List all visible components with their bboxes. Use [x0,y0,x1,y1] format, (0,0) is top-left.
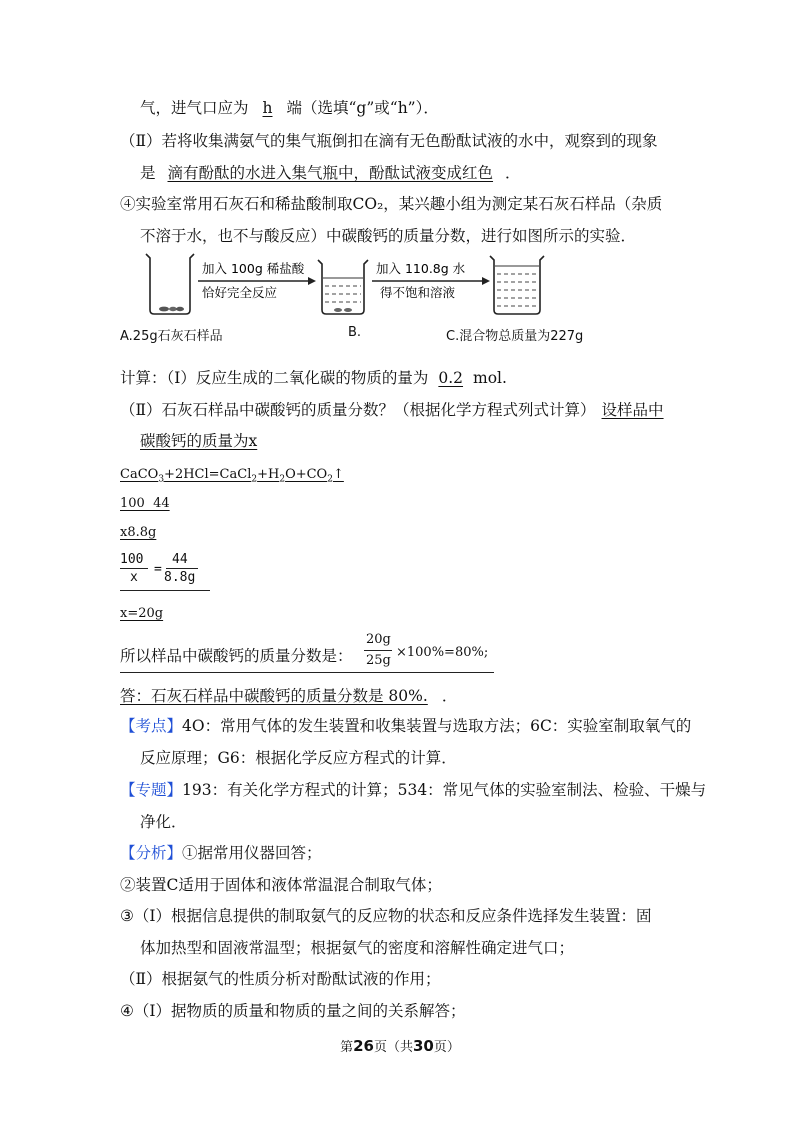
blank-answer: 0.2 [438,369,464,387]
experiment-figure [140,248,600,320]
arrow1-label-top: 加入 100g 稀盐酸 [202,261,305,276]
kaodian-line2: 反应原理；G6：根据化学反应方程式的计算． [140,749,457,767]
calc-line3: 碳酸钙的质量为x [140,432,258,450]
percentage-line: 所以样品中碳酸钙的质量分数是： 20g 25g ×100%=80%; [120,632,494,673]
fenxi-line6: ④（Ⅰ）据物质的质量和物质的量之间的关系解答； [120,1002,466,1020]
beaker-b [318,260,368,314]
fenxi-line1: 【分析】①据常用仪器回答； [120,844,322,862]
zhuanti-tag: 【专题】 [120,781,183,799]
arrow2-label-top: 加入 110.8g 水 [376,261,466,276]
beaker-a [146,254,194,314]
final-answer: 答：石灰石样品中碳酸钙的质量分数是 80%. ． [120,687,458,705]
fenxi-tag: 【分析】 [120,844,183,862]
arrow1-label-bottom: 恰好完全反应 [202,285,278,300]
page-footer: 第26页（共30页） [340,1037,460,1055]
zhuanti-line1: 【专题】193：有关化学方程式的计算；534：常见气体的实验室制法、检验、干燥与 [120,781,707,799]
kaodian-tag: 【考点】 [120,717,183,735]
fenxi-line4: 体加热型和固液常温型；根据氨气的密度和溶解性确定进气口； [140,939,575,957]
arrow2-label-bottom: 得不饱和溶液 [380,285,456,300]
blank-answer: 滴有酚酞的水进入集气瓶中，酚酞试液变成红色 [167,164,494,182]
q4-line2: 不溶于水，也不与酸反应）中碳酸钙的质量分数，进行如图所示的实验． [140,227,637,245]
arrow-2 [372,261,490,300]
caption-b: B. [348,325,362,340]
fraction-bar-2 [166,568,198,569]
caption-a: A.25g石灰石样品 [120,329,223,344]
q3-ii-line2: 是 滴有酚酞的水进入集气瓶中，酚酞试液变成红色 ． [140,164,521,182]
blank-answer: h [262,99,273,117]
calc-line2: （Ⅱ）石灰石样品中碳酸钙的质量分数？（根据化学方程式列式计算） 设样品中 [120,401,664,419]
calc-line1: 计算：（Ⅰ）反应生成的二氧化碳的物质的量为 0.2 mol. [120,369,507,387]
answer-underlined: 设样品中 [601,401,664,419]
fraction-equation: 100 44 x = 8.8g [120,550,210,591]
x-result: x=20g [120,606,164,621]
page-number: 26 [353,1037,374,1055]
q3-ii-line1: （Ⅱ）若将收集满氨气的集气瓶倒扣在滴有无色酚酞试液的水中，观察到的现象 [120,132,658,150]
fenxi-line3: ③（Ⅰ）根据信息提供的制取氨气的反应物的状态和反应条件选择发生装置：固 [120,907,652,925]
arrow-1 [198,261,316,300]
kaodian-line1: 【考点】4O：常用气体的发生装置和收集装置与选取方法；6C：实验室制取氧气的 [120,717,692,735]
fenxi-line2: ②装置C适用于固体和液体常温混合制取气体； [120,876,442,894]
fraction-bar-1 [120,568,148,569]
caption-c: C.混合物总质量为227g [446,329,584,344]
zhuanti-line2: 净化． [140,813,187,831]
unknown-line: x8.8g [120,525,157,540]
fenxi-line5: （Ⅱ）根据氨气的性质分析对酚酞试液的作用； [120,970,441,988]
q3-line1: 气，进气口应为 h 端（选填“g”或“h”）． [140,99,439,117]
chemical-equation: $CaCO_3+2HCl=CaCl_2+H_2O+CO_2↑$ [120,467,344,485]
page-total: 30 [413,1037,434,1055]
ratio-line: 100 44 [120,496,170,511]
q4-line1: ④实验室常用石灰石和稀盐酸制取CO₂，某兴趣小组为测定某石灰石样品（杂质 [120,195,663,213]
fraction-bar [364,650,392,651]
beaker-c [490,256,544,314]
